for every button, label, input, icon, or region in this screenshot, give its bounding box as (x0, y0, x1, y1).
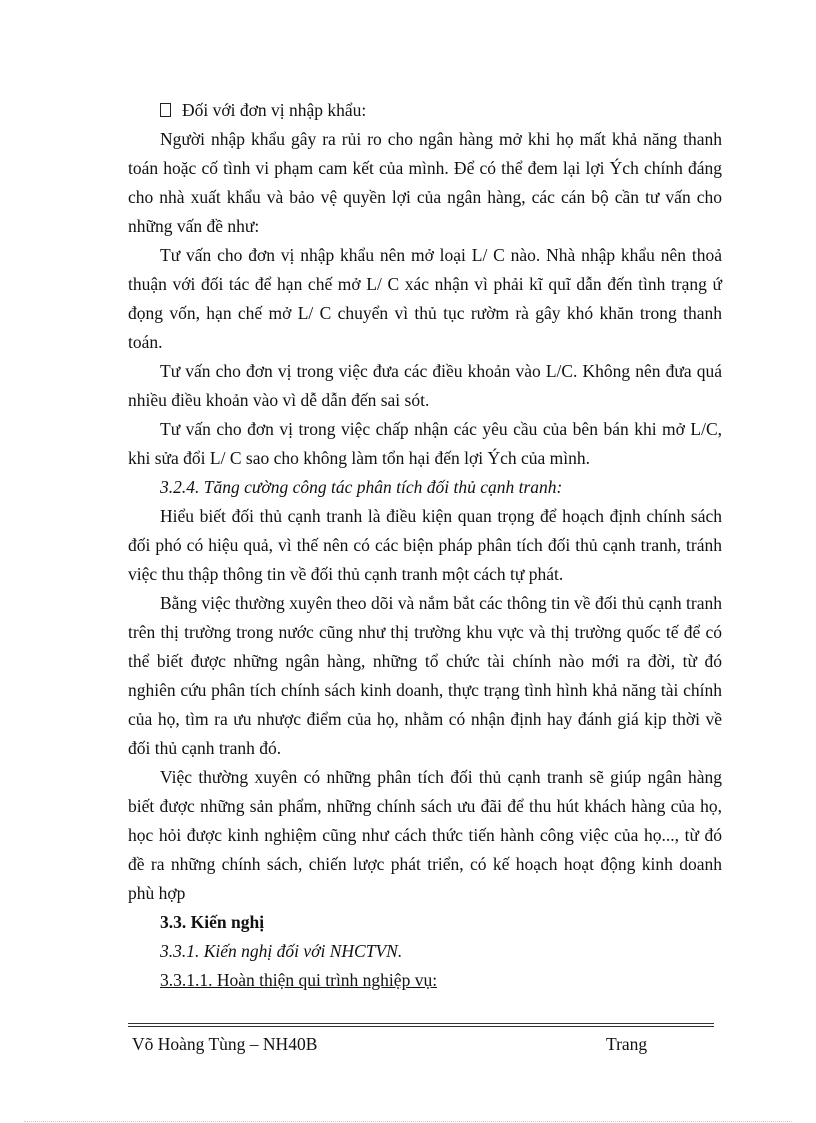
body-paragraph: Hiểu biết đối thủ cạnh tranh là điều kiện quan trọng để hoạch định chính sách đối phó có hiệu quả, vì thế nên có các biện pháp phân tích đối thủ cạnh tranh, tránh việc thu thập thông tin về đối thủ cạnh tranh một cách tự phát. (128, 506, 722, 584)
section-heading-3-2-4: 3.2.4. Tăng cường công tác phân tích đối thủ cạnh tranh: (160, 477, 563, 497)
page-edge-dots (24, 1121, 792, 1122)
footer-page-label: Trang (606, 1034, 648, 1054)
bullet-paragraph (128, 96, 722, 125)
footer-divider (128, 1023, 714, 1027)
body-paragraph: Tư vấn cho đơn vị trong việc đưa các điều khoản vào L/C. Không nên đưa quá nhiều điều khoản vào vì dễ dẫn đến sai sót. (128, 361, 722, 410)
body-paragraph: Người nhập khẩu gây ra rủi ro cho ngân hàng mở khi họ mất khả năng thanh toán hoặc cố tình vi phạm cam kết của mình. Để có thể đem lại lợi Ých chính đáng cho nhà xuất khẩu và bảo vệ quyền lợi của ngân hàng, các cán bộ cần tư vấn cho những vấn đề như: (128, 129, 722, 236)
section-heading-3-3-1: 3.3.1. Kiến nghị đối với NHCTVN. (160, 941, 403, 961)
section-heading-3-3: 3.3. Kiến nghị (160, 912, 265, 932)
body-paragraph: Việc thường xuyên có những phân tích đối thủ cạnh tranh sẽ giúp ngân hàng biết được những sản phẩm, những chính sách ưu đãi để thu hút khách hàng của họ, học hỏi được kinh nghiệm cũng như cách thức tiến hành công việc của họ..., từ đó đề ra những chính sách, chiến lược phát triển, có kế hoạch hoạt động kinh doanh phù hợp (128, 767, 722, 903)
section-heading-3-3-1-1 (128, 966, 722, 995)
bullet-text: Đối với đơn vị nhập khẩu: (182, 100, 367, 120)
body-paragraph: Tư vấn cho đơn vị trong việc chấp nhận các yêu cầu của bên bán khi mở L/C, khi sửa đổi L/ C sao cho không làm tổn hại đến lợi Ých của mình. (128, 419, 722, 468)
body-paragraph: Bằng việc thường xuyên theo dõi và nắm bắt các thông tin về đối thủ cạnh tranh trên thị trường trong nước cũng như thị trường khu vực và thị trường quốc tế để có thể biết được những ngân hàng, những tổ chức tài chính nào mới ra đời, từ đó nghiên cứu phân tích chính sách kinh doanh, thực trạng tình hình khả năng tài chính của họ, tìm ra ưu nhược điểm của họ, nhằm có nhận định hay đánh giá kịp thời về đối thủ cạnh tranh đó. (128, 593, 722, 758)
footer-author: Võ Hoàng Tùng – NH40B (132, 1034, 318, 1054)
underlined-heading-text: 3.3.1.1. Hoàn thiện qui trình nghiệp vụ: (160, 970, 438, 990)
checkbox-bullet-icon (160, 103, 171, 117)
document-body (128, 96, 722, 995)
body-paragraph: Tư vấn cho đơn vị nhập khẩu nên mở loại L/ C nào. Nhà nhập khẩu nên thoả thuận với đối tác để hạn chế mở L/ C xác nhận vì phải kĩ quĩ dẫn đến tình trạng ứ đọng vốn, hạn chế mở L/ C chuyển vì thủ tục rườm rà gây khó khăn trong thanh toán. (128, 245, 722, 352)
